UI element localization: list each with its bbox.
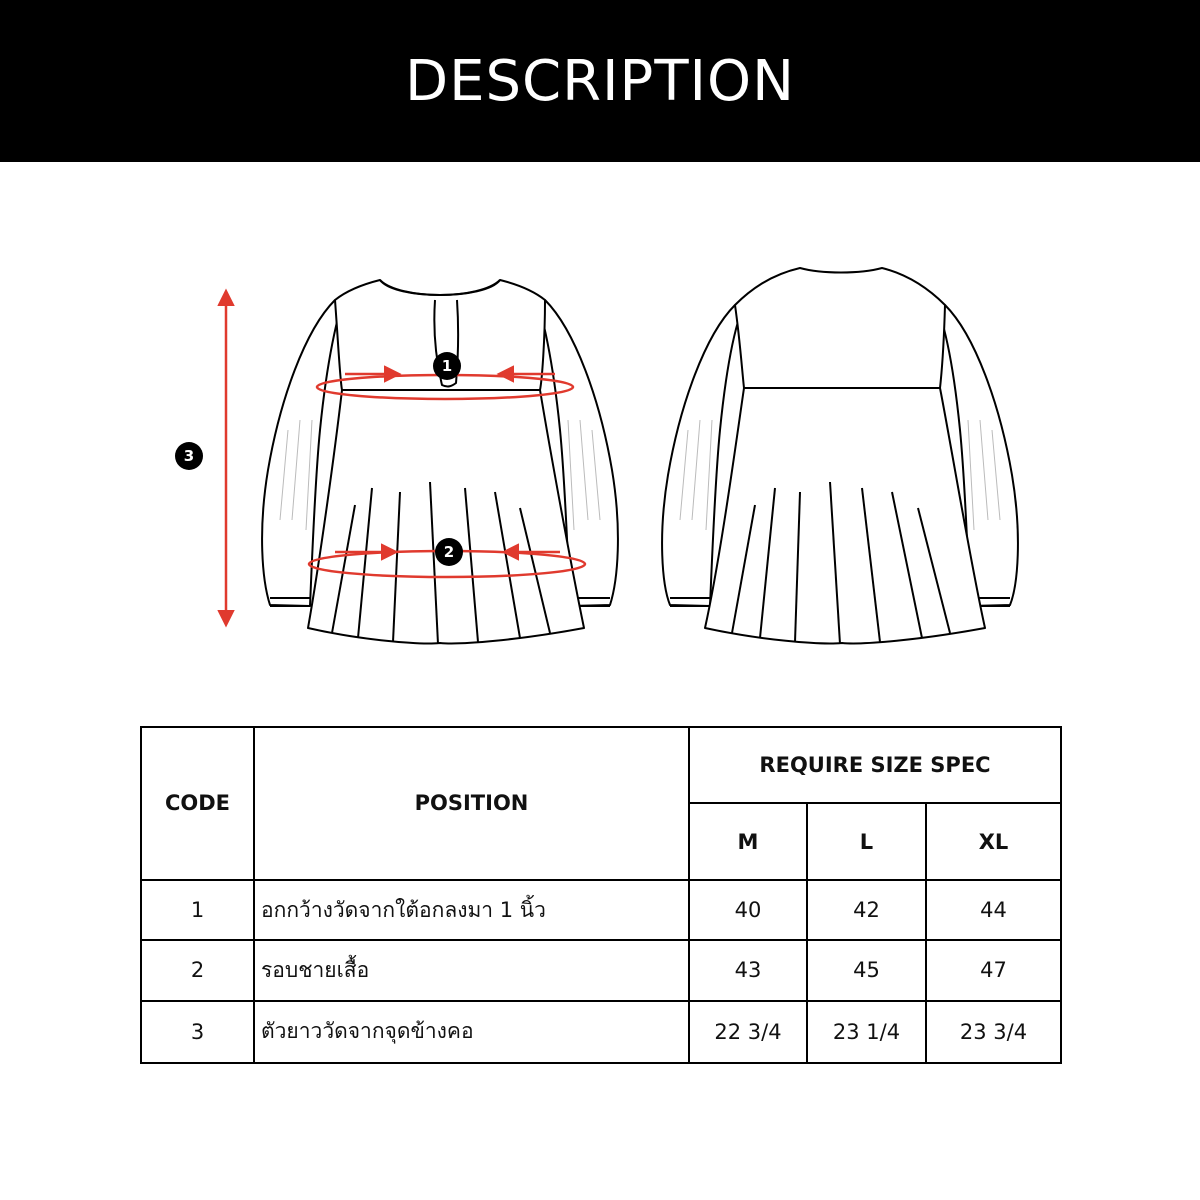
row-code: 2 — [141, 940, 254, 1000]
row-value-m: 43 — [689, 940, 807, 1000]
front-view-drawing — [262, 280, 618, 644]
page-title: DESCRIPTION — [404, 48, 796, 114]
size-xl-header: XL — [926, 803, 1061, 879]
length-measure-marker — [175, 292, 226, 624]
row-position: รอบชายเสื้อ — [254, 940, 689, 1000]
position-header: POSITION — [254, 727, 689, 880]
garment-diagram — [0, 162, 1200, 702]
row-value-xl: 44 — [926, 880, 1061, 940]
row-value-l: 42 — [807, 880, 926, 940]
table-row — [141, 880, 1061, 940]
row-position: ตัวยาววัดจากจุดข้างคอ — [254, 1001, 689, 1063]
row-value-l: 45 — [807, 940, 926, 1000]
table-row — [141, 1001, 1061, 1063]
size-spec-header: REQUIRE SIZE SPEC — [689, 727, 1061, 803]
row-position: อกกว้างวัดจากใต้อกลงมา 1 นิ้ว — [254, 880, 689, 940]
table-header-row — [141, 727, 1061, 803]
table-row — [141, 940, 1061, 1000]
row-value-m: 40 — [689, 880, 807, 940]
page-header — [0, 0, 1200, 162]
row-code: 1 — [141, 880, 254, 940]
row-code: 3 — [141, 1001, 254, 1063]
row-value-m: 22 3/4 — [689, 1001, 807, 1063]
row-value-xl: 23 3/4 — [926, 1001, 1061, 1063]
badge-2-label: 2 — [443, 543, 455, 561]
row-value-xl: 47 — [926, 940, 1061, 1000]
badge-1-label: 1 — [441, 357, 453, 375]
size-l-header: L — [807, 803, 926, 879]
code-header: CODE — [141, 727, 254, 880]
badge-3-label: 3 — [183, 447, 195, 465]
size-m-header: M — [689, 803, 807, 879]
row-value-l: 23 1/4 — [807, 1001, 926, 1063]
back-view-drawing — [662, 268, 1018, 644]
size-spec-table — [140, 726, 1062, 1064]
